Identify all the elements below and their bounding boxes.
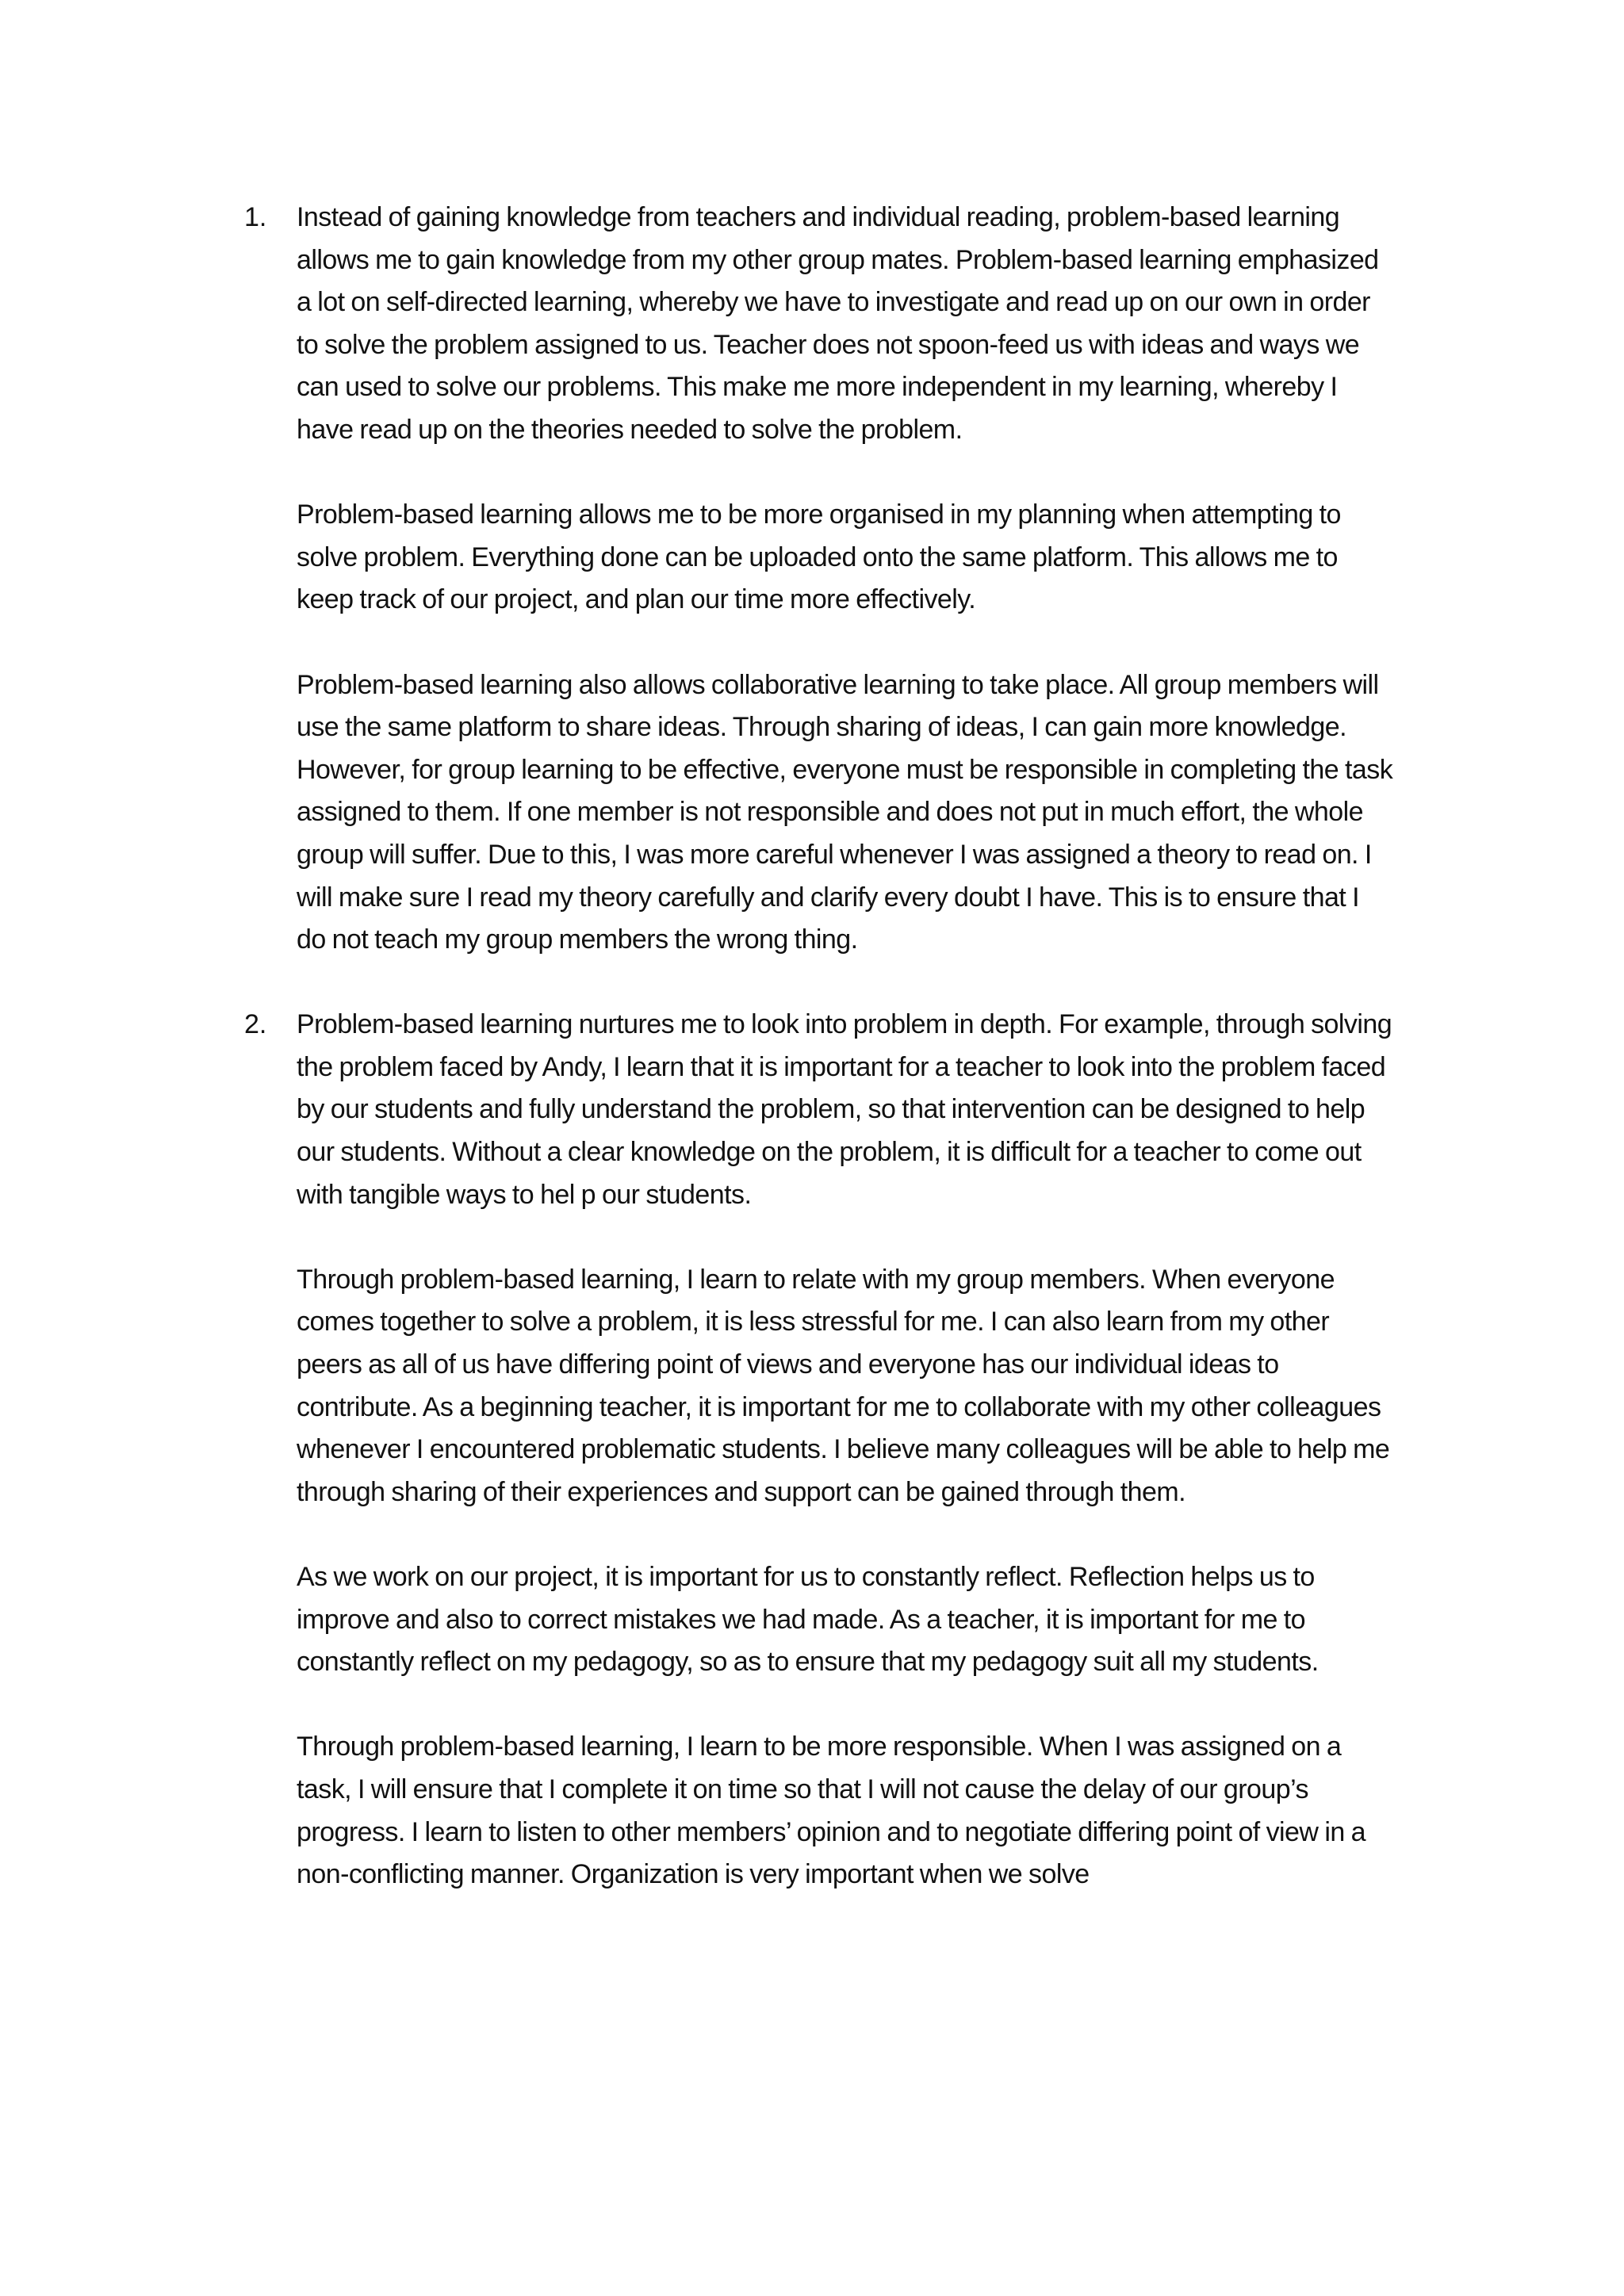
numbered-item-2 — [244, 1004, 1394, 1896]
paragraph: As we work on our project, it is important for us to constantly reflect. Reflection helps us to improve and also to correct mistakes we had made. As a teacher, it is important for me to constantly reflect on my pedagogy, so as to ensure that my pedagogy suit all my students. — [297, 1562, 1319, 1678]
paragraph: Instead of gaining knowledge from teachers and individual reading, problem-based learning allows me to gain knowledge from my other group mates. Problem-based learning emphasized a lot on self-directed learning, whereby we have to investigate and read up on our own in order to solve the problem assigned to us. Teacher does not spoon-feed us with ideas and ways we can used to solve our problems. This make me more independent in my learning, whereby I have read up on the theories needed to solve the problem. — [297, 202, 1379, 445]
item-number: 2. — [244, 1009, 267, 1040]
document-body — [244, 197, 1394, 1938]
numbered-item-1 — [244, 197, 1394, 962]
paragraph: Through problem-based learning, I learn to relate with my group members. When everyone comes together to solve a problem, it is less stressful for me. I can also learn from my other peers as all of us have differing point of views and everyone has our individual ideas to contribute. As a beginning teacher, it is important for me to collaborate with my other colleagues whenever I encountered problematic students. I believe many colleagues will be able to help me through sharing of their experiences and support can be gained through them. — [297, 1264, 1390, 1507]
item-number: 1. — [244, 202, 267, 232]
paragraph: Through problem-based learning, I learn to be more responsible. When I was assigned on a task, I will ensure that I complete it on time so that I will not cause the delay of our group’s progress. I learn to listen to other members’ opinion and to negotiate differing point of view in a non-conflicting manner. Organization is very important when we solve — [297, 1732, 1365, 1890]
paragraph: Problem-based learning allows me to be more organised in my planning when attempting to solve problem. Everything done can be uploaded onto the same platform. This allows me to keep track of our project, and plan our time more effectively. — [297, 499, 1341, 615]
paragraph: Problem-based learning also allows collaborative learning to take place. All group members will use the same platform to share ideas. Through sharing of ideas, I can gain more knowledge. However, for group learning to be effective, everyone must be responsible in completing the task assigned to them. If one member is not responsible and does not put in much effort, the whole group will suffer. Due to this, I was more careful whenever I was assigned a theory to read on. I will make sure I read my theory carefully and clarify every doubt I have. This is to ensure that I do not teach my group members the wrong thing. — [297, 669, 1393, 955]
paragraph: Problem-based learning nurtures me to look into problem in depth. For example, through solving the problem faced by Andy, I learn that it is important for a teacher to look into the problem faced by our students and fully understand the problem, so that intervention can be designed to help our students. Without a clear knowledge on the problem, it is difficult for a teacher to come out with tangible ways to hel p our students. — [297, 1009, 1392, 1210]
